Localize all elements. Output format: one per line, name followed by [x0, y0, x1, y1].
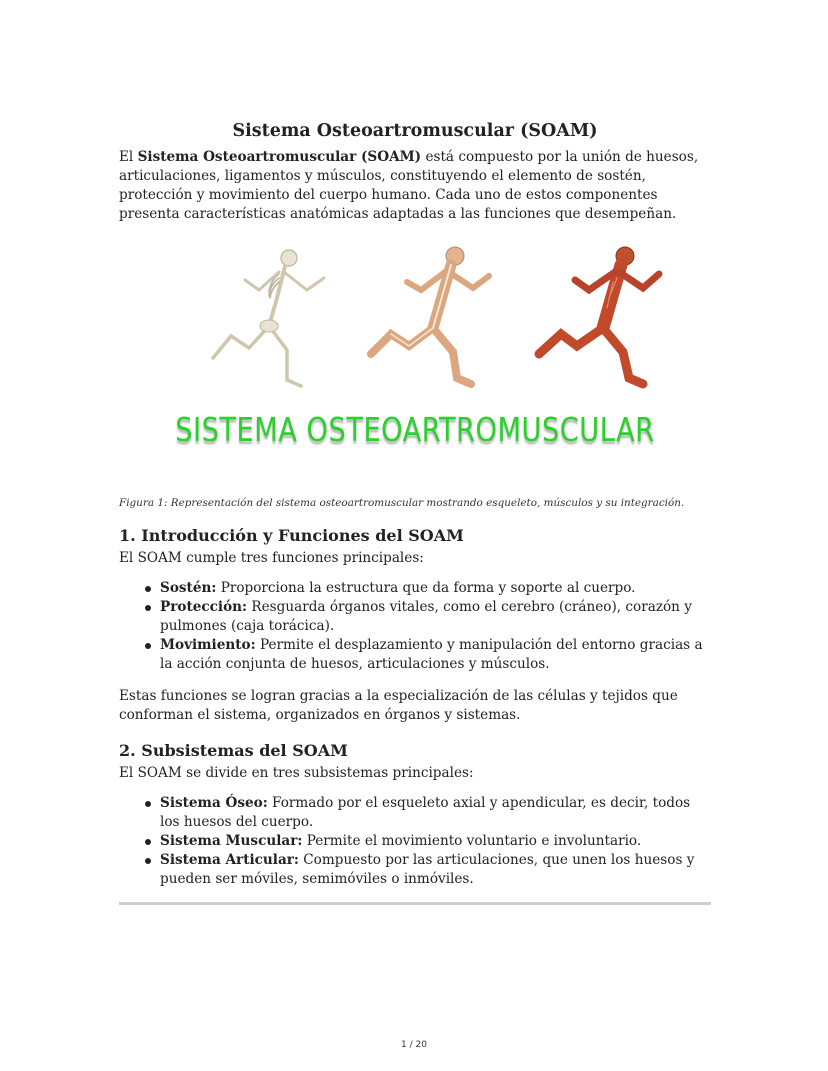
bullet-icon	[145, 586, 151, 592]
list-item-term: Movimiento:	[160, 637, 256, 653]
section-heading-subsystems: 2. Subsistemas del SOAM	[119, 741, 348, 760]
functions-closing-paragraph: Estas funciones se logran gracias a la especialización de las células y tejidos que conforman el sistema, organizados en órganos y sistemas.	[119, 688, 678, 723]
list-item-term: Sistema Muscular:	[160, 833, 303, 849]
skeleton-runner-figure	[213, 250, 324, 386]
bullet-icon	[145, 605, 151, 611]
document-page	[119, 120, 711, 905]
figure-caption: Figura 1: Representación del sistema osteoartromuscular mostrando esqueleto, músculos y su integración.	[119, 497, 685, 509]
section-divider	[119, 902, 711, 905]
list-item-text: Proporciona la estructura que da forma y soporte al cuerpo.	[216, 580, 636, 596]
figure-banner-text: SISTEMA OSTEOARTROMUSCULAR	[175, 410, 655, 449]
list-item-term: Sistema Articular:	[160, 852, 299, 868]
intro-paragraph	[119, 148, 711, 224]
subsystems-list	[119, 794, 711, 889]
list-item	[160, 598, 711, 636]
list-item	[160, 832, 711, 851]
functions-list	[119, 579, 711, 674]
bullet-icon	[145, 839, 151, 845]
list-item-term: Sistema Óseo:	[160, 795, 268, 811]
skeleton-muscle-runner-figure	[371, 247, 489, 384]
list-item	[160, 794, 711, 832]
intro-rest: está compuesto por la unión de huesos, articulaciones, ligamentos y músculos, constituyendo el elemento de sostén, protección y movimiento del cuerpo humano. Cada uno de estos componentes presenta características anatómicas adaptadas a las funciones que desempeñan.	[119, 149, 699, 222]
list-item	[160, 851, 711, 889]
section-heading-functions: 1. Introducción y Funciones del SOAM	[119, 526, 464, 545]
list-item	[160, 579, 711, 598]
list-item-text: Compuesto por las articulaciones, que unen los huesos y pueden ser móviles, semimóviles o inmóviles.	[160, 852, 695, 887]
figure-soam	[119, 238, 711, 470]
list-item-text: Resguarda órganos vitales, como el cerebro (cráneo), corazón y pulmones (caja torácica).	[160, 599, 692, 634]
list-item-text: Permite el desplazamiento y manipulación del entorno gracias a la acción conjunta de huesos, articulaciones y músculos.	[160, 637, 703, 672]
intro-bold-term: Sistema Osteoartromuscular (SOAM)	[137, 149, 422, 165]
section-lead-functions: El SOAM cumple tres funciones principales:	[119, 550, 424, 566]
list-item-term: Protección:	[160, 599, 248, 615]
bullet-icon	[145, 643, 151, 649]
section-lead-subsystems: El SOAM se divide en tres subsistemas principales:	[119, 765, 474, 781]
bullet-icon	[145, 801, 151, 807]
page-indicator: 1 / 20	[401, 1040, 427, 1050]
muscle-runner-figure	[539, 247, 659, 384]
intro-lead: El	[119, 149, 138, 165]
list-item-term: Sostén:	[160, 580, 217, 596]
list-item	[160, 636, 711, 674]
runners-illustration	[119, 238, 711, 408]
document-title: Sistema Osteoartromuscular (SOAM)	[232, 121, 598, 141]
bullet-icon	[145, 858, 151, 864]
list-item-text: Formado por el esqueleto axial y apendicular, es decir, todos los huesos del cuerpo.	[160, 795, 691, 830]
list-item-text: Permite el movimiento voluntario e involuntario.	[302, 833, 642, 849]
